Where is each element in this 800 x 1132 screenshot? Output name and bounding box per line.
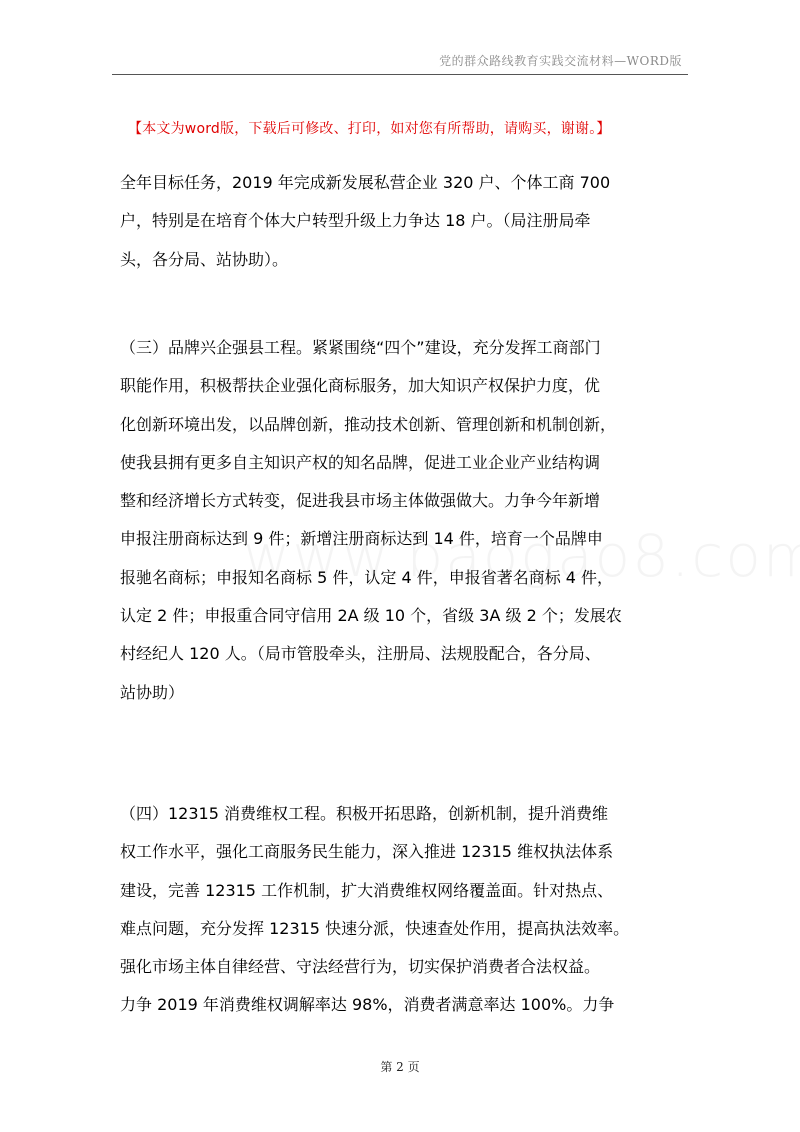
paragraph-3 xyxy=(120,795,685,1025)
text-line: 整和经济增长方式转变，促进我县市场主体做强做大。力争今年新增 xyxy=(120,491,601,511)
text-line: 头，各分局、站协助）。 xyxy=(120,249,289,269)
text-line: 难点问题，充分发挥 12315 快速分派，快速查处作用，提高执法效率。 xyxy=(120,918,630,938)
text-line: 职能作用，积极帮扶企业强化商标服务，加大知识产权保护力度，优 xyxy=(120,376,601,396)
text-line: 强化市场主体自律经营、守法经营行为，切实保护消费者合法权益。 xyxy=(120,957,601,977)
text-line: （三）品牌兴企强县工程。紧紧围绕“四个”建设，充分发挥工商部门 xyxy=(120,338,601,357)
text-line: 报驰名商标；申报知名商标 5 件，认定 4 件，申报省著名商标 4 件， xyxy=(120,567,614,587)
text-line: 认定 2 件；申报重合同守信用 2A 级 10 个，省级 3A 级 2 个；发展农 xyxy=(120,606,622,626)
text-line: 使我县拥有更多自主知识产权的知名品牌，促进工业企业产业结构调 xyxy=(120,452,601,472)
text-line: （四）12315 消费维权工程。积极开拓思路，创新机制，提升消费维 xyxy=(120,804,608,823)
paragraph-2 xyxy=(120,329,685,712)
download-notice: 【本文为word版，下载后可修改、打印，如对您有所帮助，请购买，谢谢。】 xyxy=(128,121,611,137)
text-line: 站协助） xyxy=(120,682,185,702)
page-number: 第 2 页 xyxy=(380,1060,420,1074)
text-line: 村经纪人 120 人。（局市管股牵头，注册局、法规股配合，各分局、 xyxy=(120,644,601,664)
header-divider xyxy=(112,74,688,75)
text-line: 化创新环境出发，以品牌创新，推动技术创新、管理创新和机制创新， xyxy=(120,414,617,434)
text-line: 全年目标任务，2019 年完成新发展私营企业 320 户、个体工商 700 xyxy=(120,173,611,192)
paragraph-1 xyxy=(120,164,685,279)
text-line: 申报注册商标达到 9 件；新增注册商标达到 14 件，培育一个品牌申 xyxy=(120,529,603,549)
text-line: 户，特别是在培育个体大户转型升级上力争达 18 户。（局注册局牵 xyxy=(120,211,591,231)
text-line: 力争 2019 年消费维权调解率达 98%，消费者满意率达 100%。力争 xyxy=(120,995,615,1015)
text-line: 建设，完善 12315 工作机制，扩大消费维权网络覆盖面。针对热点、 xyxy=(120,880,614,900)
page-header: 党的群众路线教育实践交流材料—WORD版 xyxy=(439,54,682,68)
text-line: 权工作水平，强化工商服务民生能力，深入推进 12315 维权执法体系 xyxy=(120,842,614,862)
